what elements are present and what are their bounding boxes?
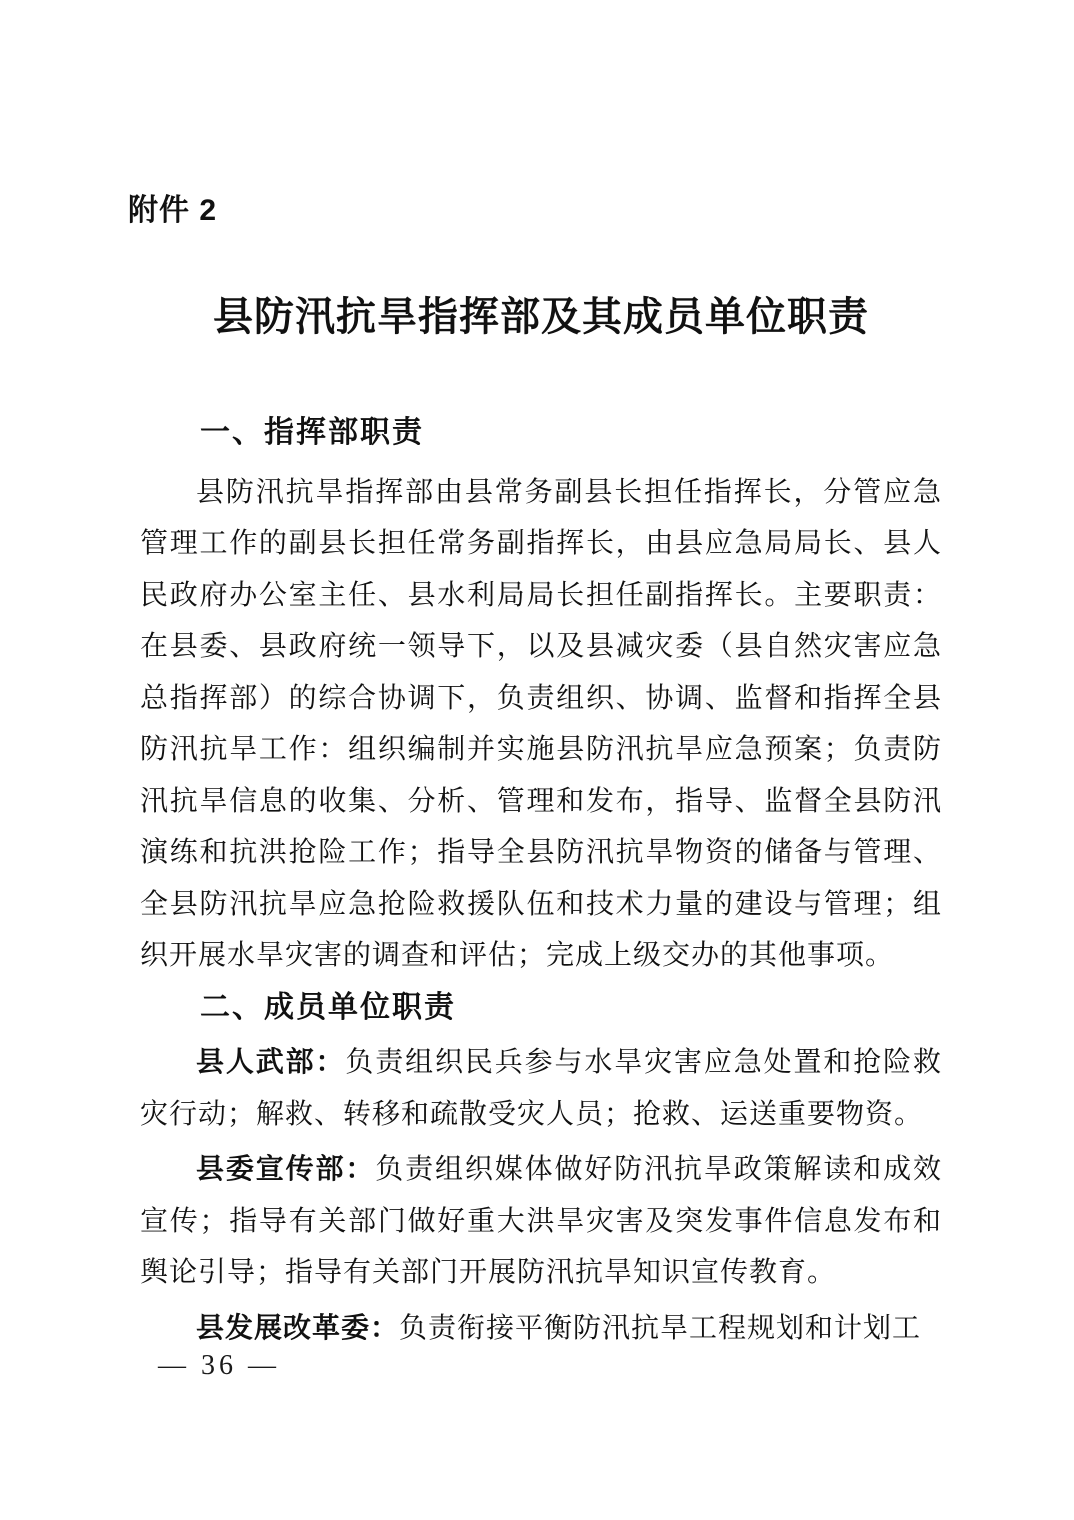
org-name-xuanchuanbu: 县委宣传部： [196,1154,376,1185]
document-title: 县防汛抗旱指挥部及其成员单位职责 [213,294,869,339]
paragraph-org-fazhangaigewei [140,1303,942,1355]
paragraph-command-duties: 县防汛抗旱指挥部由县常务副县长担任指挥长，分管应急管理工作的副县长担任常务副指挥长，由县应急局局长、县人民政府办公室主任、县水利局局长担任副指挥长。主要职责：在县委、县政府统一领导下，以及县减灾委（县自然灾害应急总指挥部）的综合协调下，负责组织、协调、监督和指挥全县防汛抗旱工作：组织编制并实施县防汛抗旱应急预案；负责防汛抗旱信息的收集、分析、管理和发布，指导、监督全县防汛演练和抗洪抢险工作；指导全县防汛抗旱物资的储备与管理、全县防汛抗旱应急抢险救援队伍和技术力量的建设与管理；组织开展水旱灾害的调查和评估；完成上级交办的其他事项。 [140,476,942,971]
page-number: — 36 — [158,1350,280,1381]
document-body [140,407,942,1354]
section-heading-member-duties: 二、成员单位职责 [200,990,456,1024]
org-name-fazhangaigewei: 县发展改革委： [196,1312,400,1344]
org-duty-xuanchuanbu: 负责组织媒体做好防汛抗旱政策解读和成效宣传；指导有关部门做好重大洪旱灾害及突发事件信息发布和舆论引导；指导有关部门开展防汛抗旱知识宣传教育。 [140,1154,942,1288]
paragraph-org-xuanchuanbu [140,1144,942,1299]
attachment-label: 附件 2 [128,194,218,227]
org-duty-renwubu: 负责组织民兵参与水旱灾害应急处置和抢险救灾行动；解救、转移和疏散受灾人员；抢救、运送重要物资。 [140,1047,942,1130]
paragraph-org-renwubu [140,1037,942,1140]
org-name-renwubu: 县人武部： [196,1047,346,1078]
section-heading-command-duties: 一、指挥部职责 [200,416,424,449]
org-duty-fazhangaigewei: 负责衔接平衡防汛抗旱工程规划和计划工 [399,1312,922,1344]
